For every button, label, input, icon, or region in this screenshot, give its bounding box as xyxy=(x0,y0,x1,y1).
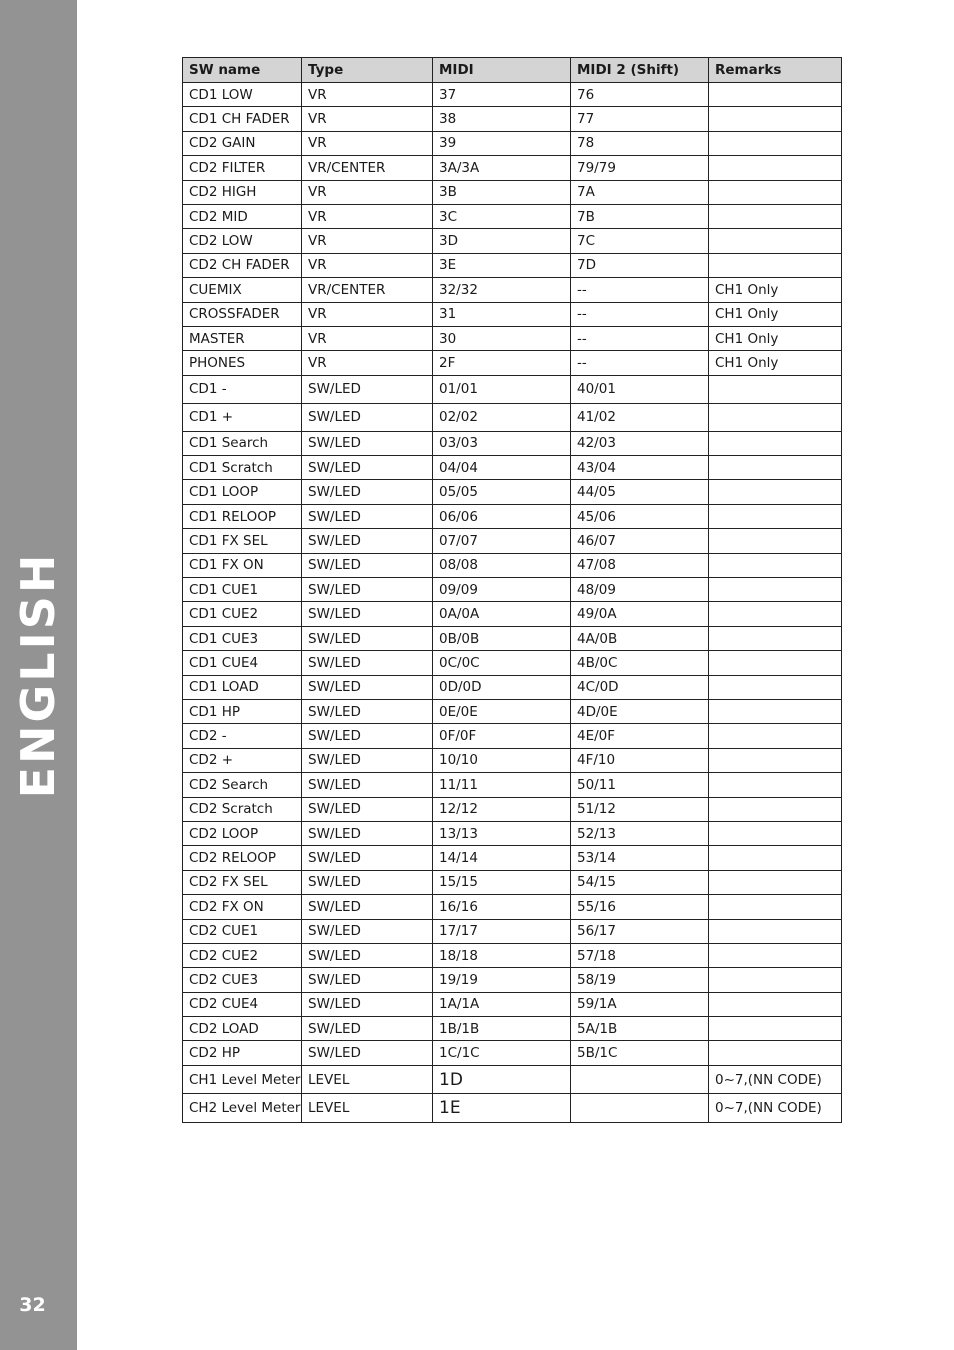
cell-remarks xyxy=(709,773,842,797)
cell-midi2-shift: 49/0A xyxy=(571,602,709,626)
cell-midi2-shift: 48/09 xyxy=(571,578,709,602)
cell-type: SW/LED xyxy=(302,456,433,480)
cell-midi: 11/11 xyxy=(433,773,571,797)
cell-type: SW/LED xyxy=(302,403,433,431)
cell-midi: 04/04 xyxy=(433,456,571,480)
cell-midi: 17/17 xyxy=(433,919,571,943)
table-row xyxy=(183,131,842,155)
table-body xyxy=(183,83,842,1123)
cell-midi: 12/12 xyxy=(433,797,571,821)
cell-midi2-shift: 4F/10 xyxy=(571,748,709,772)
table-row xyxy=(183,529,842,553)
cell-type: VR xyxy=(302,253,433,277)
table-row xyxy=(183,204,842,228)
cell-midi2-shift: -- xyxy=(571,326,709,350)
cell-midi2-shift: 78 xyxy=(571,131,709,155)
cell-type: SW/LED xyxy=(302,626,433,650)
cell-midi: 37 xyxy=(433,83,571,107)
header-row xyxy=(183,58,842,83)
table-row xyxy=(183,431,842,455)
cell-remarks xyxy=(709,919,842,943)
cell-sw-name: CD1 FX ON xyxy=(183,553,302,577)
cell-midi2-shift: 76 xyxy=(571,83,709,107)
cell-midi: 1A/1A xyxy=(433,992,571,1016)
cell-sw-name: CD1 CUE1 xyxy=(183,578,302,602)
cell-sw-name: CD2 - xyxy=(183,724,302,748)
cell-type: SW/LED xyxy=(302,797,433,821)
table-row xyxy=(183,180,842,204)
page-number: 32 xyxy=(19,1294,46,1316)
cell-midi2-shift: 45/06 xyxy=(571,504,709,528)
cell-midi2-shift: -- xyxy=(571,302,709,326)
cell-midi2-shift: 56/17 xyxy=(571,919,709,943)
cell-sw-name: CD2 HIGH xyxy=(183,180,302,204)
cell-type: VR/CENTER xyxy=(302,156,433,180)
table-row xyxy=(183,456,842,480)
cell-midi2-shift: 5A/1B xyxy=(571,1017,709,1041)
cell-midi2-shift: 5B/1C xyxy=(571,1041,709,1065)
cell-midi2-shift: 40/01 xyxy=(571,375,709,403)
cell-midi: 01/01 xyxy=(433,375,571,403)
cell-remarks xyxy=(709,968,842,992)
cell-type: SW/LED xyxy=(302,651,433,675)
cell-type: SW/LED xyxy=(302,919,433,943)
table-row xyxy=(183,83,842,107)
table-row xyxy=(183,895,842,919)
cell-remarks xyxy=(709,529,842,553)
cell-type: SW/LED xyxy=(302,553,433,577)
cell-type: SW/LED xyxy=(302,895,433,919)
cell-midi2-shift: 52/13 xyxy=(571,821,709,845)
table-row xyxy=(183,919,842,943)
cell-sw-name: CD2 Search xyxy=(183,773,302,797)
cell-midi: 32/32 xyxy=(433,278,571,302)
cell-midi: 1B/1B xyxy=(433,1017,571,1041)
cell-midi: 3D xyxy=(433,229,571,253)
cell-sw-name: CD1 LOOP xyxy=(183,480,302,504)
cell-midi: 05/05 xyxy=(433,480,571,504)
cell-type: LEVEL xyxy=(302,1065,433,1094)
cell-type: SW/LED xyxy=(302,724,433,748)
cell-type: SW/LED xyxy=(302,870,433,894)
cell-sw-name: CD2 CUE2 xyxy=(183,943,302,967)
cell-sw-name: CD2 CUE4 xyxy=(183,992,302,1016)
cell-type: SW/LED xyxy=(302,375,433,403)
cell-midi: 31 xyxy=(433,302,571,326)
cell-type: VR xyxy=(302,180,433,204)
cell-midi2-shift: 4B/0C xyxy=(571,651,709,675)
cell-type: VR xyxy=(302,204,433,228)
cell-type: SW/LED xyxy=(302,846,433,870)
cell-sw-name: CD2 MID xyxy=(183,204,302,228)
table-row xyxy=(183,943,842,967)
cell-midi: 1E xyxy=(433,1094,571,1123)
cell-remarks xyxy=(709,943,842,967)
cell-remarks xyxy=(709,553,842,577)
cell-type: SW/LED xyxy=(302,578,433,602)
cell-sw-name: MASTER xyxy=(183,326,302,350)
cell-midi2-shift: 4E/0F xyxy=(571,724,709,748)
cell-midi2-shift: 4D/0E xyxy=(571,699,709,723)
cell-remarks xyxy=(709,431,842,455)
cell-remarks xyxy=(709,821,842,845)
cell-sw-name: CH1 Level Meter xyxy=(183,1065,302,1094)
cell-midi: 0F/0F xyxy=(433,724,571,748)
cell-remarks xyxy=(709,578,842,602)
cell-sw-name: CD1 LOW xyxy=(183,83,302,107)
table-row xyxy=(183,229,842,253)
cell-sw-name: CD2 RELOOP xyxy=(183,846,302,870)
table-row xyxy=(183,1094,842,1123)
cell-type: SW/LED xyxy=(302,943,433,967)
cell-remarks xyxy=(709,204,842,228)
cell-midi2-shift: 53/14 xyxy=(571,846,709,870)
cell-type: SW/LED xyxy=(302,602,433,626)
cell-remarks xyxy=(709,1041,842,1065)
cell-midi: 06/06 xyxy=(433,504,571,528)
cell-sw-name: CD2 CUE1 xyxy=(183,919,302,943)
cell-midi: 08/08 xyxy=(433,553,571,577)
cell-midi2-shift: 7C xyxy=(571,229,709,253)
table-row xyxy=(183,724,842,748)
cell-type: SW/LED xyxy=(302,748,433,772)
cell-sw-name: CH2 Level Meter xyxy=(183,1094,302,1123)
cell-midi2-shift: 77 xyxy=(571,107,709,131)
language-label: ENGLISH xyxy=(11,551,65,799)
cell-midi2-shift: 43/04 xyxy=(571,456,709,480)
cell-sw-name: CD1 CUE3 xyxy=(183,626,302,650)
table-row xyxy=(183,578,842,602)
table-row xyxy=(183,504,842,528)
table-row xyxy=(183,968,842,992)
cell-sw-name: CD1 CUE2 xyxy=(183,602,302,626)
table-row xyxy=(183,992,842,1016)
cell-sw-name: CD1 + xyxy=(183,403,302,431)
cell-midi: 3E xyxy=(433,253,571,277)
cell-midi2-shift: 51/12 xyxy=(571,797,709,821)
cell-remarks xyxy=(709,651,842,675)
cell-remarks xyxy=(709,992,842,1016)
table-row xyxy=(183,253,842,277)
cell-midi: 1D xyxy=(433,1065,571,1094)
side-tab xyxy=(0,0,77,1350)
cell-sw-name: CROSSFADER xyxy=(183,302,302,326)
cell-type: SW/LED xyxy=(302,1041,433,1065)
cell-remarks xyxy=(709,480,842,504)
cell-sw-name: CD1 RELOOP xyxy=(183,504,302,528)
cell-midi2-shift: 4C/0D xyxy=(571,675,709,699)
cell-midi: 30 xyxy=(433,326,571,350)
cell-type: SW/LED xyxy=(302,480,433,504)
cell-type: VR xyxy=(302,302,433,326)
cell-midi2-shift: 7B xyxy=(571,204,709,228)
cell-type: SW/LED xyxy=(302,773,433,797)
cell-type: SW/LED xyxy=(302,968,433,992)
header-midi: MIDI xyxy=(433,58,571,83)
cell-sw-name: CD2 HP xyxy=(183,1041,302,1065)
cell-remarks xyxy=(709,895,842,919)
cell-remarks xyxy=(709,724,842,748)
table-row xyxy=(183,1041,842,1065)
cell-remarks xyxy=(709,626,842,650)
table-row xyxy=(183,326,842,350)
cell-remarks: 0~7,(NN CODE) xyxy=(709,1094,842,1123)
cell-midi: 2F xyxy=(433,351,571,375)
cell-midi2-shift: 54/15 xyxy=(571,870,709,894)
cell-sw-name: CD1 HP xyxy=(183,699,302,723)
cell-sw-name: CD2 Scratch xyxy=(183,797,302,821)
cell-midi: 03/03 xyxy=(433,431,571,455)
table-row xyxy=(183,870,842,894)
cell-type: SW/LED xyxy=(302,504,433,528)
cell-midi2-shift: 57/18 xyxy=(571,943,709,967)
cell-remarks xyxy=(709,699,842,723)
cell-midi2-shift: 79/79 xyxy=(571,156,709,180)
table-row xyxy=(183,626,842,650)
cell-sw-name: CUEMIX xyxy=(183,278,302,302)
cell-sw-name: CD2 LOAD xyxy=(183,1017,302,1041)
cell-remarks xyxy=(709,456,842,480)
cell-type: VR xyxy=(302,229,433,253)
cell-type: SW/LED xyxy=(302,992,433,1016)
cell-sw-name: CD1 LOAD xyxy=(183,675,302,699)
table-row xyxy=(183,797,842,821)
midi-mapping-table xyxy=(182,57,842,1123)
cell-midi2-shift: 7D xyxy=(571,253,709,277)
cell-type: LEVEL xyxy=(302,1094,433,1123)
cell-remarks: 0~7,(NN CODE) xyxy=(709,1065,842,1094)
cell-midi: 18/18 xyxy=(433,943,571,967)
cell-sw-name: CD2 FX SEL xyxy=(183,870,302,894)
cell-remarks: CH1 Only xyxy=(709,351,842,375)
cell-midi: 13/13 xyxy=(433,821,571,845)
cell-midi: 16/16 xyxy=(433,895,571,919)
table-row xyxy=(183,748,842,772)
cell-midi: 3B xyxy=(433,180,571,204)
cell-midi: 38 xyxy=(433,107,571,131)
cell-midi: 0D/0D xyxy=(433,675,571,699)
cell-sw-name: CD2 LOOP xyxy=(183,821,302,845)
cell-midi2-shift: 46/07 xyxy=(571,529,709,553)
cell-midi: 14/14 xyxy=(433,846,571,870)
cell-remarks xyxy=(709,675,842,699)
cell-midi: 3A/3A xyxy=(433,156,571,180)
cell-type: VR xyxy=(302,107,433,131)
cell-midi: 39 xyxy=(433,131,571,155)
cell-type: SW/LED xyxy=(302,1017,433,1041)
table-row xyxy=(183,480,842,504)
table-row xyxy=(183,553,842,577)
cell-remarks xyxy=(709,602,842,626)
header-type: Type xyxy=(302,58,433,83)
header-remarks: Remarks xyxy=(709,58,842,83)
cell-midi2-shift: 50/11 xyxy=(571,773,709,797)
cell-midi2-shift: 55/16 xyxy=(571,895,709,919)
cell-remarks xyxy=(709,846,842,870)
cell-midi2-shift: 42/03 xyxy=(571,431,709,455)
cell-midi2-shift: 44/05 xyxy=(571,480,709,504)
table-row xyxy=(183,375,842,403)
cell-midi2-shift: 58/19 xyxy=(571,968,709,992)
table-row xyxy=(183,351,842,375)
table-row xyxy=(183,1065,842,1094)
cell-sw-name: CD1 Search xyxy=(183,431,302,455)
cell-midi2-shift xyxy=(571,1065,709,1094)
cell-midi: 0B/0B xyxy=(433,626,571,650)
cell-midi: 1C/1C xyxy=(433,1041,571,1065)
cell-type: VR xyxy=(302,131,433,155)
cell-type: SW/LED xyxy=(302,529,433,553)
table-row xyxy=(183,403,842,431)
cell-midi2-shift xyxy=(571,1094,709,1123)
cell-remarks xyxy=(709,403,842,431)
cell-midi: 07/07 xyxy=(433,529,571,553)
cell-sw-name: CD1 Scratch xyxy=(183,456,302,480)
table-row xyxy=(183,699,842,723)
cell-type: VR/CENTER xyxy=(302,278,433,302)
cell-type: SW/LED xyxy=(302,821,433,845)
cell-remarks xyxy=(709,870,842,894)
cell-midi2-shift: 47/08 xyxy=(571,553,709,577)
cell-type: SW/LED xyxy=(302,699,433,723)
cell-remarks xyxy=(709,229,842,253)
cell-sw-name: CD2 CH FADER xyxy=(183,253,302,277)
cell-sw-name: CD1 FX SEL xyxy=(183,529,302,553)
cell-remarks xyxy=(709,83,842,107)
cell-sw-name: CD1 CH FADER xyxy=(183,107,302,131)
table-row xyxy=(183,302,842,326)
cell-remarks xyxy=(709,375,842,403)
cell-remarks xyxy=(709,1017,842,1041)
cell-sw-name: CD2 FILTER xyxy=(183,156,302,180)
cell-midi: 19/19 xyxy=(433,968,571,992)
cell-type: SW/LED xyxy=(302,675,433,699)
table-row xyxy=(183,602,842,626)
table-row xyxy=(183,773,842,797)
cell-midi: 3C xyxy=(433,204,571,228)
header-sw-name: SW name xyxy=(183,58,302,83)
cell-sw-name: CD1 CUE4 xyxy=(183,651,302,675)
header-midi2-shift: MIDI 2 (Shift) xyxy=(571,58,709,83)
cell-sw-name: CD2 CUE3 xyxy=(183,968,302,992)
cell-sw-name: CD1 - xyxy=(183,375,302,403)
table-row xyxy=(183,1017,842,1041)
cell-remarks: CH1 Only xyxy=(709,326,842,350)
cell-remarks xyxy=(709,107,842,131)
cell-midi: 09/09 xyxy=(433,578,571,602)
cell-remarks xyxy=(709,797,842,821)
cell-midi: 0E/0E xyxy=(433,699,571,723)
cell-type: VR xyxy=(302,83,433,107)
cell-midi: 02/02 xyxy=(433,403,571,431)
cell-remarks xyxy=(709,253,842,277)
cell-midi2-shift: 59/1A xyxy=(571,992,709,1016)
cell-sw-name: CD2 LOW xyxy=(183,229,302,253)
cell-type: VR xyxy=(302,326,433,350)
cell-remarks xyxy=(709,131,842,155)
table-row xyxy=(183,846,842,870)
cell-type: SW/LED xyxy=(302,431,433,455)
cell-type: VR xyxy=(302,351,433,375)
cell-sw-name: PHONES xyxy=(183,351,302,375)
cell-remarks xyxy=(709,180,842,204)
cell-remarks: CH1 Only xyxy=(709,302,842,326)
cell-midi2-shift: 41/02 xyxy=(571,403,709,431)
cell-midi2-shift: 4A/0B xyxy=(571,626,709,650)
table-row xyxy=(183,651,842,675)
cell-midi: 0A/0A xyxy=(433,602,571,626)
cell-midi2-shift: -- xyxy=(571,278,709,302)
table-row xyxy=(183,278,842,302)
cell-midi2-shift: -- xyxy=(571,351,709,375)
cell-midi: 10/10 xyxy=(433,748,571,772)
table-row xyxy=(183,675,842,699)
table-row xyxy=(183,821,842,845)
cell-sw-name: CD2 FX ON xyxy=(183,895,302,919)
cell-remarks: CH1 Only xyxy=(709,278,842,302)
cell-remarks xyxy=(709,748,842,772)
table-row xyxy=(183,156,842,180)
cell-sw-name: CD2 GAIN xyxy=(183,131,302,155)
cell-sw-name: CD2 + xyxy=(183,748,302,772)
cell-remarks xyxy=(709,504,842,528)
cell-midi2-shift: 7A xyxy=(571,180,709,204)
table-row xyxy=(183,107,842,131)
cell-remarks xyxy=(709,156,842,180)
cell-midi: 0C/0C xyxy=(433,651,571,675)
cell-midi: 15/15 xyxy=(433,870,571,894)
